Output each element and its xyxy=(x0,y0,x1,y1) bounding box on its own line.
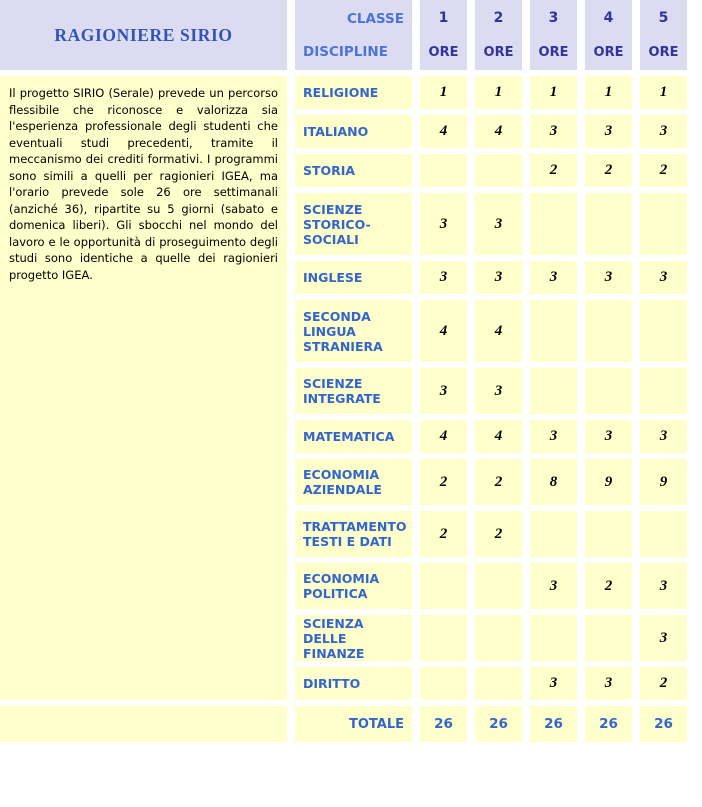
hours-cell: 4 xyxy=(420,300,467,362)
hours-cell xyxy=(530,193,577,255)
hours-cell: 2 xyxy=(585,563,632,609)
hours-cell xyxy=(585,615,632,661)
class-number: 2 xyxy=(493,10,504,26)
hours-cell xyxy=(420,667,467,700)
hours-cell: 3 xyxy=(420,261,467,294)
hours-cell: 3 xyxy=(530,115,577,148)
subject-cell: DIRITTO xyxy=(295,667,412,700)
subject-cell: SCIENZE INTEGRATE xyxy=(295,368,412,414)
hours-cell xyxy=(585,193,632,255)
class-number: 3 xyxy=(548,10,559,26)
subject-cell: SCIENZA DELLE FINANZE xyxy=(295,615,412,661)
ore-header-label: ORE xyxy=(483,45,514,60)
hours-cell: 3 xyxy=(420,368,467,414)
hours-cell: 2 xyxy=(640,667,687,700)
hours-cell: 3 xyxy=(420,193,467,255)
hours-cell xyxy=(475,667,522,700)
hours-cell: 4 xyxy=(475,115,522,148)
hours-cell: 3 xyxy=(475,261,522,294)
hours-cell xyxy=(475,563,522,609)
hours-cell xyxy=(475,154,522,187)
hours-cell xyxy=(585,300,632,362)
program-title xyxy=(0,0,287,70)
class-column-header xyxy=(475,0,522,70)
hours-cell: 3 xyxy=(475,368,522,414)
hours-cell: 3 xyxy=(585,667,632,700)
hours-cell: 9 xyxy=(640,459,687,505)
totale-value: 26 xyxy=(420,706,467,742)
subject-cell: TRATTAMENTO TESTI E DATI xyxy=(295,511,412,557)
hours-cell: 1 xyxy=(420,76,467,109)
class-number: 4 xyxy=(603,10,614,26)
hours-cell xyxy=(640,193,687,255)
hours-cell: 3 xyxy=(640,615,687,661)
hours-cell: 4 xyxy=(420,420,467,453)
ore-header-label: ORE xyxy=(593,45,624,60)
hours-cell xyxy=(530,300,577,362)
ore-header-label: ORE xyxy=(538,45,569,60)
hours-cell: 8 xyxy=(530,459,577,505)
hours-cell: 2 xyxy=(530,154,577,187)
hours-cell xyxy=(420,563,467,609)
totale-value: 26 xyxy=(475,706,522,742)
program-title-text: RAGIONIERE SIRIO xyxy=(54,24,233,45)
subject-cell: SCIENZE STORICO-SOCIALI xyxy=(295,193,412,255)
hours-cell: 2 xyxy=(475,459,522,505)
class-column-header xyxy=(585,0,632,70)
hours-cell: 3 xyxy=(530,563,577,609)
subject-cell: STORIA xyxy=(295,154,412,187)
table-corner-header xyxy=(295,0,412,70)
hours-cell: 2 xyxy=(585,154,632,187)
hours-cell: 3 xyxy=(640,420,687,453)
hours-cell xyxy=(475,615,522,661)
hours-cell: 3 xyxy=(530,420,577,453)
hours-cell xyxy=(420,154,467,187)
classe-header-label: CLASSE xyxy=(346,11,404,27)
ore-header-label: ORE xyxy=(428,45,459,60)
bottom-left-spacer xyxy=(0,706,287,742)
hours-cell: 3 xyxy=(530,667,577,700)
hours-cell: 4 xyxy=(475,420,522,453)
hours-cell: 2 xyxy=(475,511,522,557)
class-column-header xyxy=(640,0,687,70)
subject-cell: ECONOMIA POLITICA xyxy=(295,563,412,609)
hours-cell: 2 xyxy=(420,511,467,557)
subject-cell: MATEMATICA xyxy=(295,420,412,453)
subject-cell: ECONOMIA AZIENDALE xyxy=(295,459,412,505)
hours-cell: 3 xyxy=(640,261,687,294)
class-column-header xyxy=(530,0,577,70)
hours-cell: 3 xyxy=(475,193,522,255)
totale-value: 26 xyxy=(530,706,577,742)
hours-cell: 3 xyxy=(640,563,687,609)
hours-cell: 2 xyxy=(640,154,687,187)
hours-cell: 3 xyxy=(585,115,632,148)
hours-cell xyxy=(530,615,577,661)
hours-cell: 3 xyxy=(585,261,632,294)
hours-cell xyxy=(530,368,577,414)
ore-header-label: ORE xyxy=(648,45,679,60)
totale-value: 26 xyxy=(640,706,687,742)
hours-cell xyxy=(640,511,687,557)
hours-cell: 4 xyxy=(475,300,522,362)
hours-cell: 1 xyxy=(640,76,687,109)
class-number: 1 xyxy=(438,10,449,26)
class-number: 5 xyxy=(658,10,669,26)
hours-cell: 3 xyxy=(640,115,687,148)
hours-cell: 3 xyxy=(530,261,577,294)
hours-cell: 1 xyxy=(475,76,522,109)
hours-cell xyxy=(640,300,687,362)
totale-value: 26 xyxy=(585,706,632,742)
totale-label: TOTALE xyxy=(295,706,412,742)
hours-cell: 3 xyxy=(585,420,632,453)
hours-cell xyxy=(420,615,467,661)
subject-cell: SECONDA LINGUA STRANIERA xyxy=(295,300,412,362)
hours-cell: 9 xyxy=(585,459,632,505)
hours-cell: 4 xyxy=(420,115,467,148)
subject-cell: ITALIANO xyxy=(295,115,412,148)
hours-cell: 1 xyxy=(585,76,632,109)
hours-cell xyxy=(585,511,632,557)
class-column-header xyxy=(420,0,467,70)
hours-cell xyxy=(640,368,687,414)
discipline-header-label: DISCIPLINE xyxy=(303,44,388,60)
hours-cell xyxy=(585,368,632,414)
subject-cell: RELIGIONE xyxy=(295,76,412,109)
hours-cell: 2 xyxy=(420,459,467,505)
hours-cell xyxy=(530,511,577,557)
subject-cell: INGLESE xyxy=(295,261,412,294)
hours-cell: 1 xyxy=(530,76,577,109)
program-description: Il progetto SIRIO (Serale) prevede un percorso flessibile che riconosce e valorizza sia l'esperienza professionale degli studenti che eventuali studi precedenti, tramite il meccanismo dei crediti formativi. I programmi sono simili a quelli per ragionieri IGEA, ma l'orario prevede sole 26 ore settimanali (anziché 36), ripartite su 5 giorni (sabato e domenica liberi). Gli sbocchi nel mondo del lavoro e le opportunità di proseguimento degli studi sono identiche a quelle dei ragionieri progetto IGEA. xyxy=(0,76,287,700)
